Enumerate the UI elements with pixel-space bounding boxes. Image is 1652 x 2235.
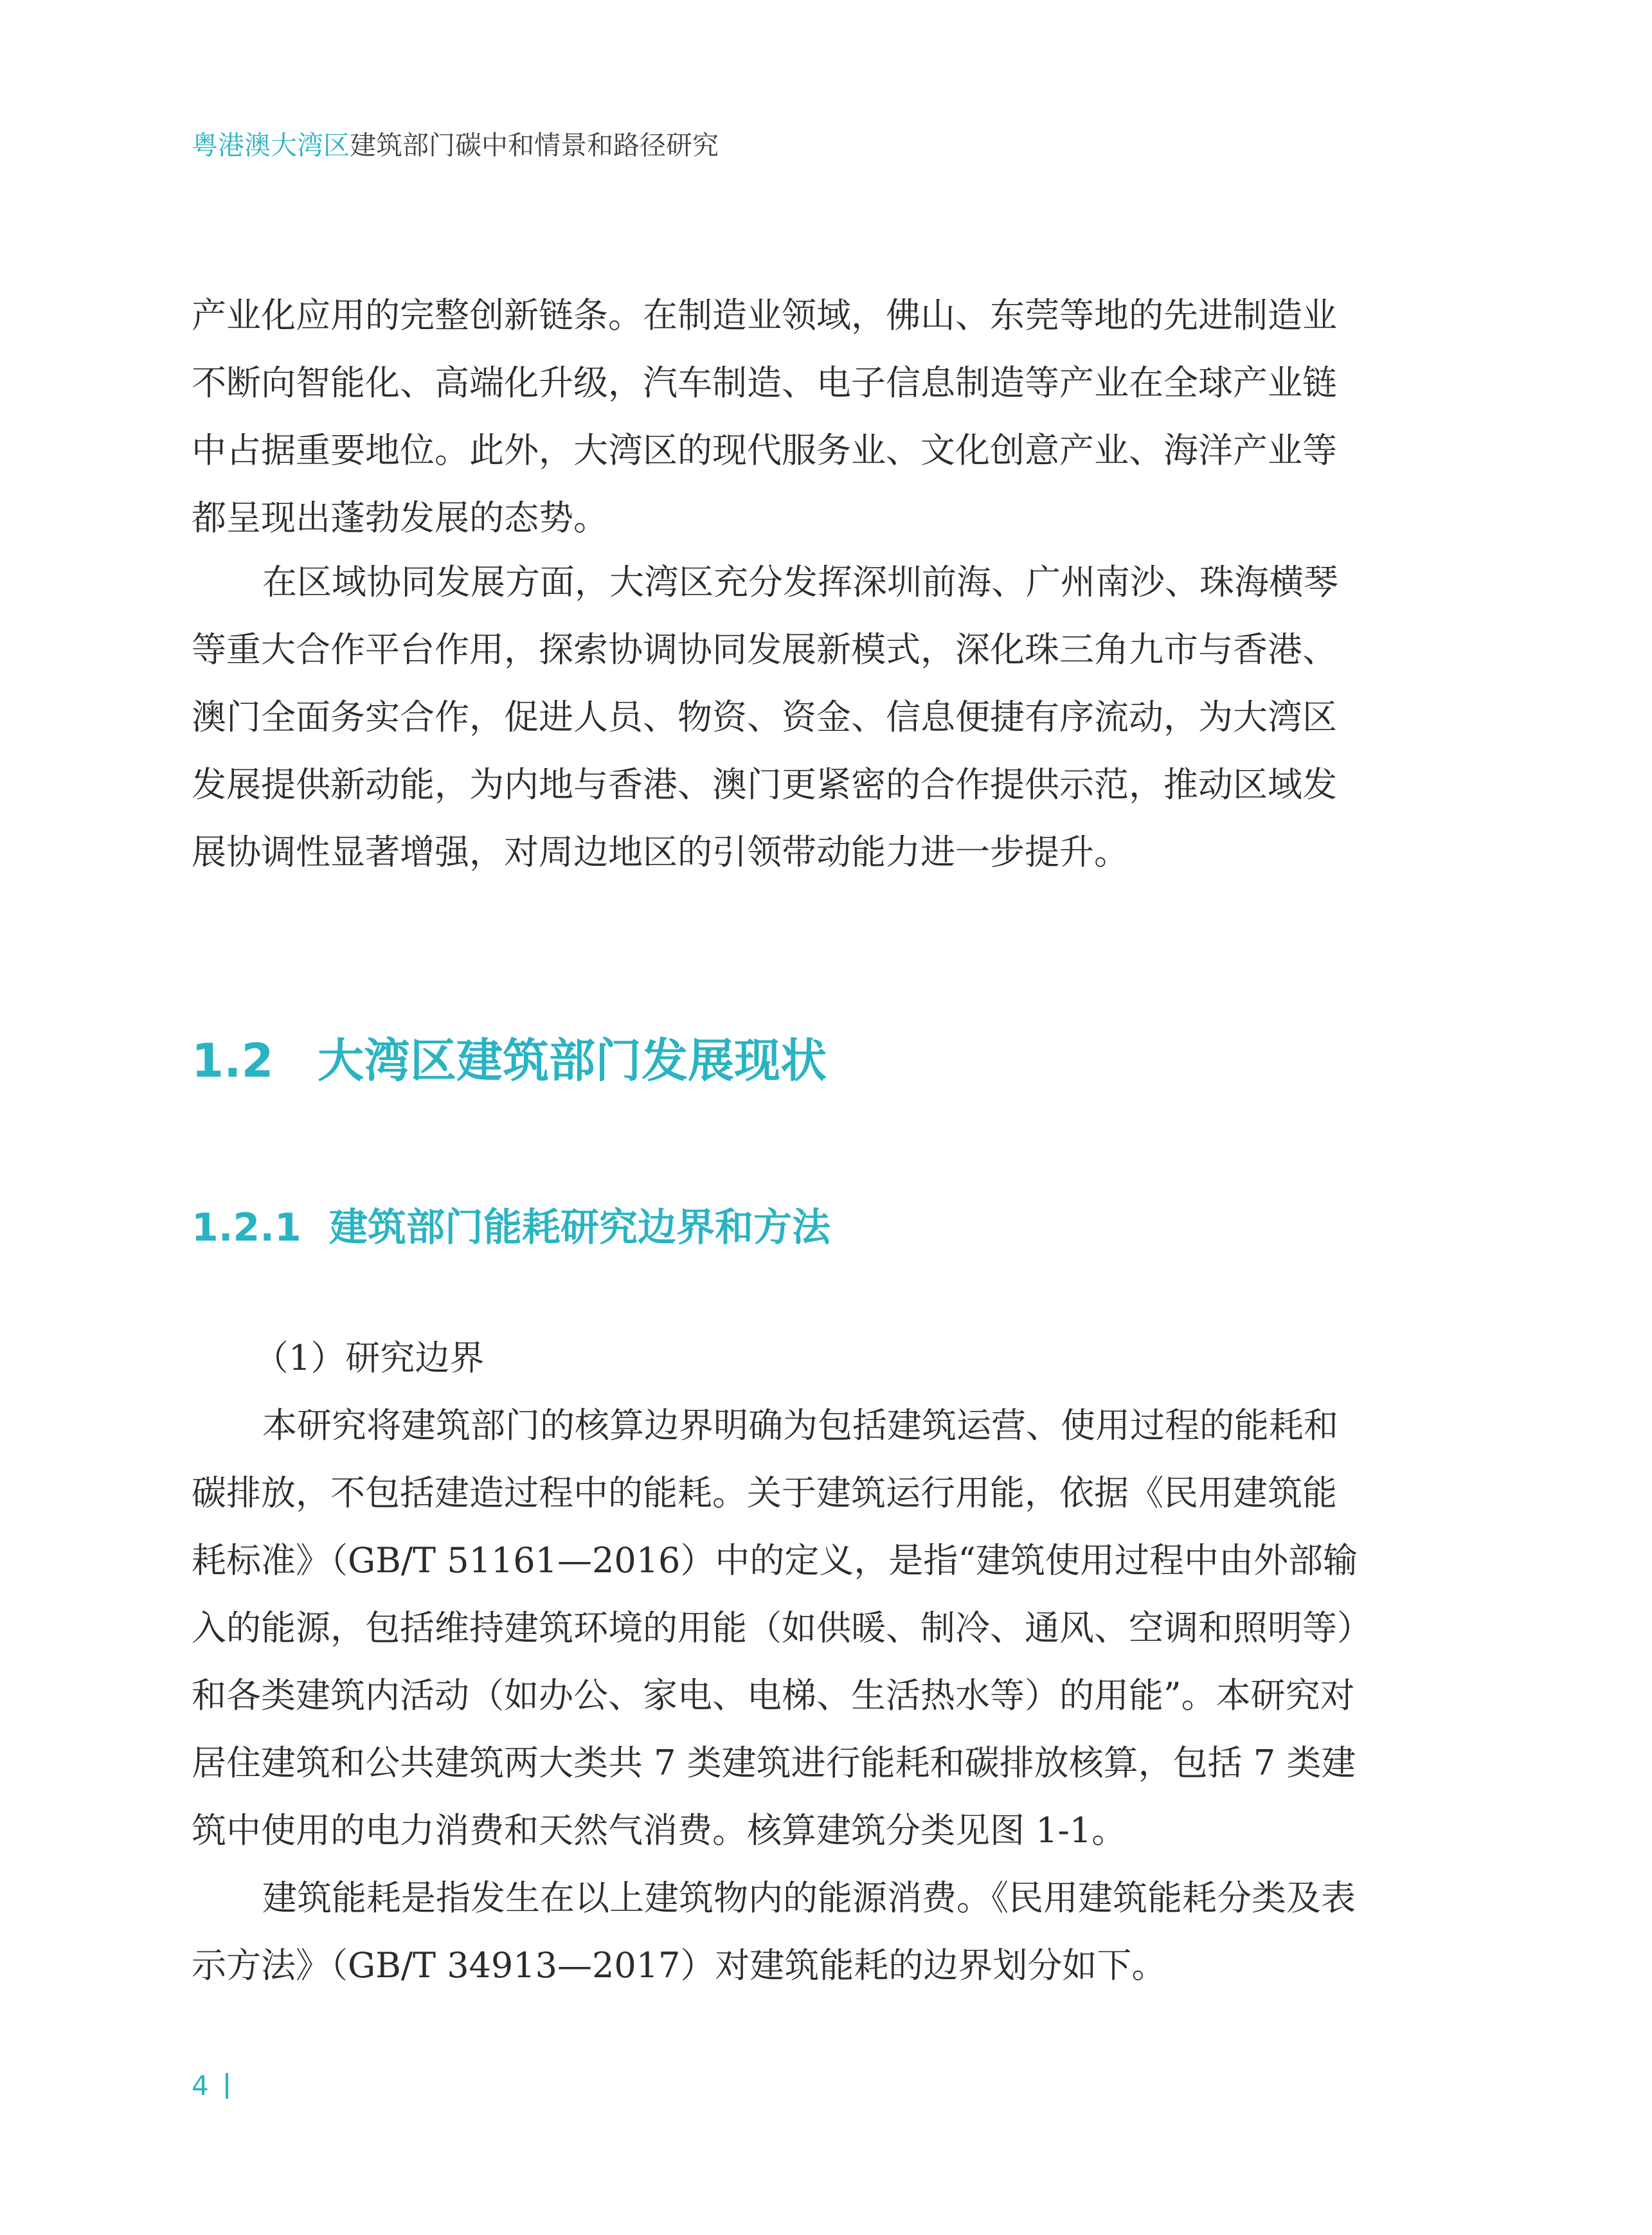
paragraph-line: 都呈现出蓬勃发展的态势。 — [192, 498, 608, 538]
paragraph-line: 产业化应用的完整创新链条。在制造业领域，佛山、东莞等地的先进制造业 — [192, 295, 1337, 336]
paragraph-line: 本研究将建筑部门的核算边界明确为包括建筑运营、使用过程的能耗和 — [262, 1405, 1338, 1446]
subsection-title: 建筑部门能耗研究边界和方法 — [329, 1205, 830, 1250]
paragraph-line: 碳排放，不包括建造过程中的能耗。关于建筑运行用能，依据《民用建筑能 — [192, 1473, 1337, 1513]
paragraph-line: 在区域协同发展方面，大湾区充分发挥深圳前海、广州南沙、珠海横琴 — [262, 562, 1338, 602]
paragraph-line: 示方法》（GB/T 34913—2017）对建筑能耗的边界划分如下。 — [192, 1945, 1167, 1986]
paragraph-line: 澳门全面务实合作，促进人员、物资、资金、信息便捷有序流动，为大湾区 — [192, 697, 1337, 737]
running-header-accent: 粤港澳大湾区 — [192, 130, 350, 161]
section-heading — [192, 1028, 827, 1093]
paragraph-line: 居住建筑和公共建筑两大类共 7 类建筑进行能耗和碳排放核算，包括 7 类建 — [192, 1743, 1356, 1783]
paragraph-line: 建筑能耗是指发生在以上建筑物内的能源消费。《民用建筑能耗分类及表 — [262, 1878, 1356, 1918]
paragraph-line: 展协调性显著增强，对周边地区的引领带动能力进一步提升。 — [192, 832, 1129, 872]
coordination-paragraph — [192, 548, 1414, 886]
paragraph-line: 中占据重要地位。此外，大湾区的现代服务业、文化创意产业、海洋产业等 — [192, 430, 1337, 471]
paragraph-line: 耗标准》（GB/T 51161—2016）中的定义，是指“建筑使用过程中由外部输 — [192, 1540, 1358, 1581]
subsection-number: 1.2.1 — [192, 1205, 301, 1250]
footer-divider — [226, 2073, 228, 2099]
section-number: 1.2 — [192, 1034, 274, 1088]
intro-paragraph — [192, 282, 1414, 552]
section-title: 大湾区建筑部门发展现状 — [318, 1034, 827, 1088]
running-header-title: 建筑部门碳中和情景和路径研究 — [350, 130, 719, 161]
paragraph-line: 不断向智能化、高端化升级，汽车制造、电子信息制造等产业在全球产业链 — [192, 363, 1337, 403]
paragraph-line: 入的能源，包括维持建筑环境的用能（如供暖、制冷、通风、空调和照明等） — [192, 1608, 1372, 1648]
paragraph-line: 和各类建筑内活动（如办公、家电、电梯、生活热水等）的用能”。本研究对 — [192, 1675, 1355, 1716]
running-header — [192, 126, 719, 165]
paragraph-line: 筑中使用的电力消费和天然气消费。核算建筑分类见图 1-1。 — [192, 1810, 1127, 1851]
page-footer — [192, 2067, 228, 2105]
page-number: 4 — [192, 2070, 209, 2101]
paragraph-line: 发展提供新动能，为内地与香港、澳门更紧密的合作提供示范，推动区域发 — [192, 764, 1337, 805]
paragraph-line: 等重大合作平台作用，探索协调协同发展新模式，深化珠三角九市与香港、 — [192, 629, 1337, 670]
subsection-heading — [192, 1199, 830, 1257]
item-heading: （1）研究边界 — [254, 1338, 485, 1378]
energy-paragraph — [192, 1864, 1414, 1999]
boundary-paragraph — [192, 1392, 1414, 1864]
